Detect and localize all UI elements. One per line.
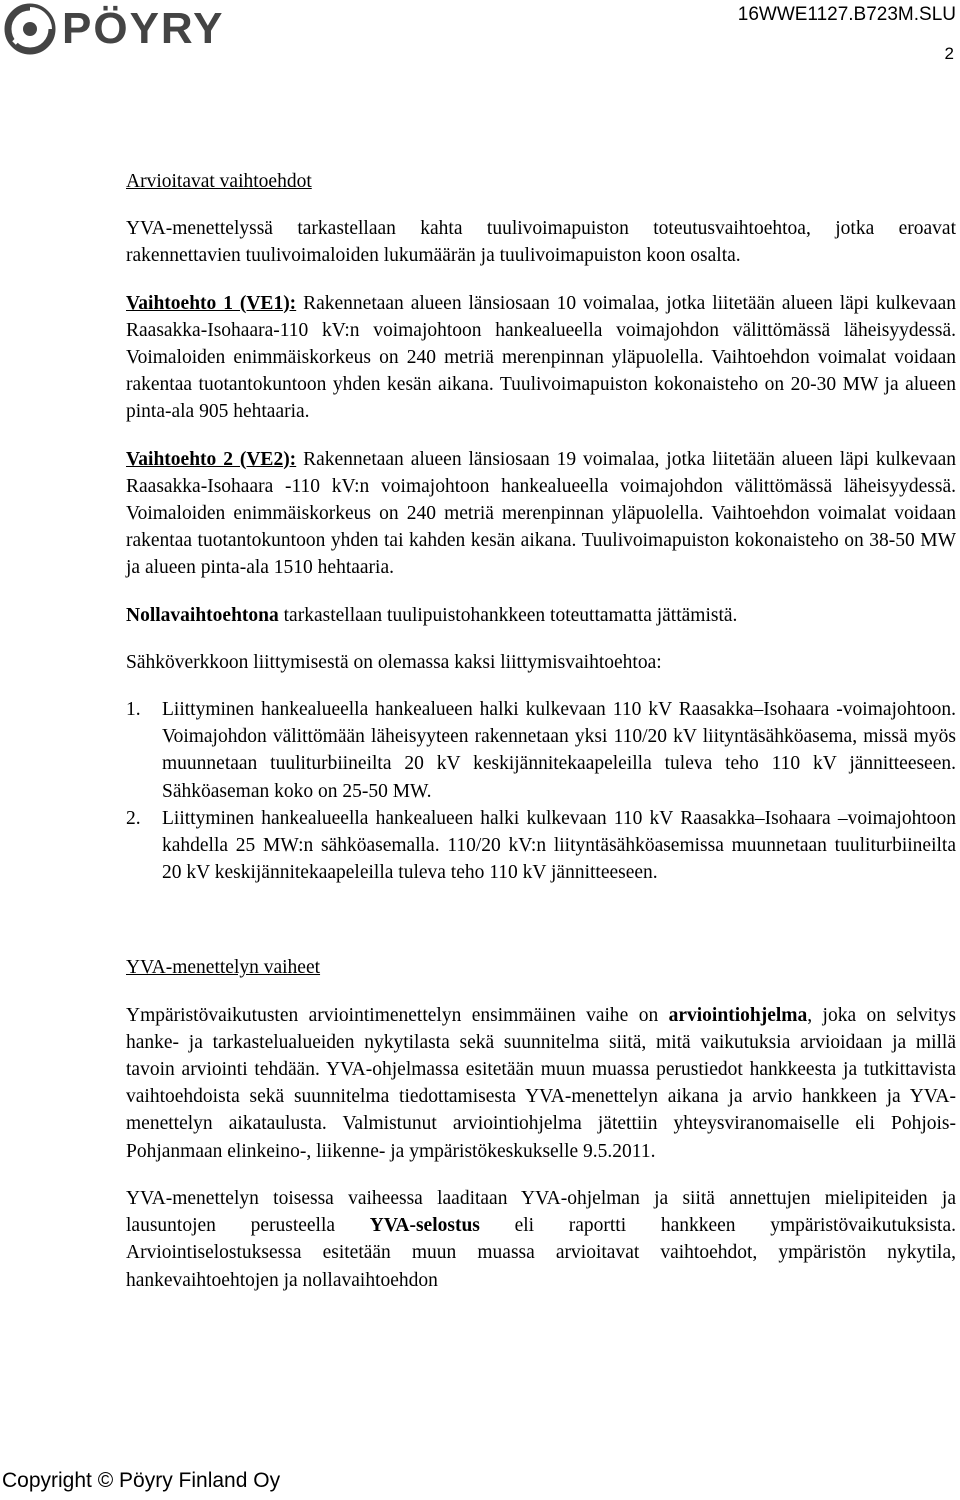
ve1-text: Rakennetaan alueen länsiosaan 10 voimalaa, jotka liitetään alueen läpi kulkevaan Raasakka-Isohaara-110 kV:n voimajohtoon hankealueella voimajohdon välittömässä läheisyydessä. Voimaloiden enimmäiskorkeus on 240 metriä merenpinnan yläpuolella. Vaihtoehdon voimalat voidaan rakentaa tuotantokuntoon yhden kesän aikana. Tuulivoimapuiston kokonaisteho on 20-30 MW ja alueen pinta-ala 905 hehtaaria. — [126, 292, 956, 423]
ve1-paragraph — [126, 290, 956, 426]
section-heading-phases: YVA-menettelyn vaiheet — [126, 957, 321, 979]
list-item-number: 1. — [126, 699, 141, 721]
grid-options-list — [126, 696, 956, 886]
list-item — [126, 696, 956, 805]
phases-paragraph-1 — [126, 1002, 956, 1165]
zero-label: Nollavaihtoehtona — [126, 604, 279, 626]
phases-p2-text-b: eli raportti hankkeen ympäristövaikutuksista. Arviointiselostuksessa esitetään muun muassa arvioitavat vaihtoehdot, ympäristön nykytila, hankevaihtoehtojen ja nollavaihtoehdon — [126, 1215, 957, 1291]
intro-paragraph: YVA-menettelyssä tarkastellaan kahta tuulivoimapuiston toteutusvaihtoehtoa, jotka eroavat rakennettavien tuulivoimaloiden lukumäärän ja tuulivoimapuiston koon osalta. — [126, 218, 956, 267]
document-reference: 16WWE1127.B723M.SLU — [737, 4, 956, 25]
list-item-number: 2. — [126, 807, 141, 829]
ve2-label: Vaihtoehto 2 (VE2): — [126, 448, 297, 470]
page-header — [0, 0, 960, 70]
poyry-swirl-icon — [4, 3, 56, 55]
phases-p1-text-a: Ympäristövaikutusten arviointimenettelyn ensimmäinen vaihe on — [126, 1004, 669, 1026]
zero-text: tarkastellaan tuulipuistohankkeen toteuttamatta jättämistä. — [278, 604, 738, 626]
page-footer: Copyright © Pöyry Finland Oy — [2, 1469, 281, 1492]
phases-p1-bold: arviointiohjelma — [668, 1004, 808, 1026]
list-item-text: Liittyminen hankealueella hankealueen halki kulkevaan 110 kV Raasakka–Isohaara -voimajohtoon. Voimajohdon välittömään läheisyyteen rakennetaan yksi 110/20 kV liityntäsähköasema, missä myös muunnetaan tuuliturbiineilta 20 kV keskijännitekaapeleilla tuleva teho 110 kV jännitteeseen. Sähköaseman koko on 25-50 MW. — [162, 699, 956, 802]
document-body — [126, 168, 956, 1314]
logo-wordmark: PÖYRY — [62, 4, 225, 53]
phases-p2-bold: YVA-selostus — [369, 1215, 480, 1237]
phases-paragraph-2 — [126, 1185, 956, 1294]
zero-alternative-paragraph — [126, 602, 956, 629]
phases-p2-text-a: YVA-menettelyn toisessa vaiheessa laaditaan YVA-ohjelman ja siitä annettujen mielipiteiden ja lausuntojen perusteella — [126, 1187, 956, 1237]
ve2-text: Rakennetaan alueen länsiosaan 19 voimalaa, jotka liitetään alueen läpi kulkevaan Raasakka-Isohaara -110 kV:n voimajohtoon hankealueella voimajohdon välittömässä läheisyydessä. Voimaloiden enimmäiskorkeus on 240 metriä merenpinnan yläpuolella. Vaihtoehdon voimalat voidaan rakentaa tuotantokuntoon yhden tai kahden kesän aikana. Tuulivoimapuiston kokonaisteho on 38-50 MW ja alueen pinta-ala 1510 hehtaaria. — [126, 448, 956, 579]
ve1-label: Vaihtoehto 1 (VE1): — [126, 292, 297, 314]
list-item-text: Liittyminen hankealueella hankealueen halki kulkevaan 110 kV Raasakka–Isohaara –voimajohtoon kahdella 25 MW:n sähköasemalla. 110/20 kV:n liityntäsähköasemissa muunnetaan tuuliturbiineilta 20 kV keskijännitekaapeleilla tuleva teho 110 kV jännitteeseen. — [162, 807, 956, 884]
section-heading-alternatives: Arvioitavat vaihtoehdot — [126, 171, 312, 192]
ve2-paragraph — [126, 446, 956, 582]
section-spacer — [126, 906, 956, 954]
page-number: 2 — [944, 44, 954, 63]
company-logo — [4, 3, 224, 55]
grid-intro-paragraph: Sähköverkkoon liittymisestä on olemassa kaksi liittymisvaihtoehtoa: — [126, 651, 662, 673]
phases-p1-text-b: , joka on selvitys hanke- ja tarkastelualueiden nykytilasta sekä suunnitelma siitä, mitä vaikutuksia arvioidaan ja millä tavoin arviointi tehdään. YVA-ohjelmassa esitetään muun muassa perustiedot hankkeesta ja tutkittavista vaihtoehdoista sekä suunnitelma tiedottamisesta YVA-menettelyn aikana ja arvio hankkeen ja YVA-menettelyn aikataulusta. Valmistunut arviointiohjelma jätettiin yhteysviranomaiselle eli Pohjois-Pohjanmaan elinkeino-, liikenne- ja ympäristökeskukselle 9.5.2011. — [126, 1004, 956, 1162]
list-item — [126, 805, 956, 887]
